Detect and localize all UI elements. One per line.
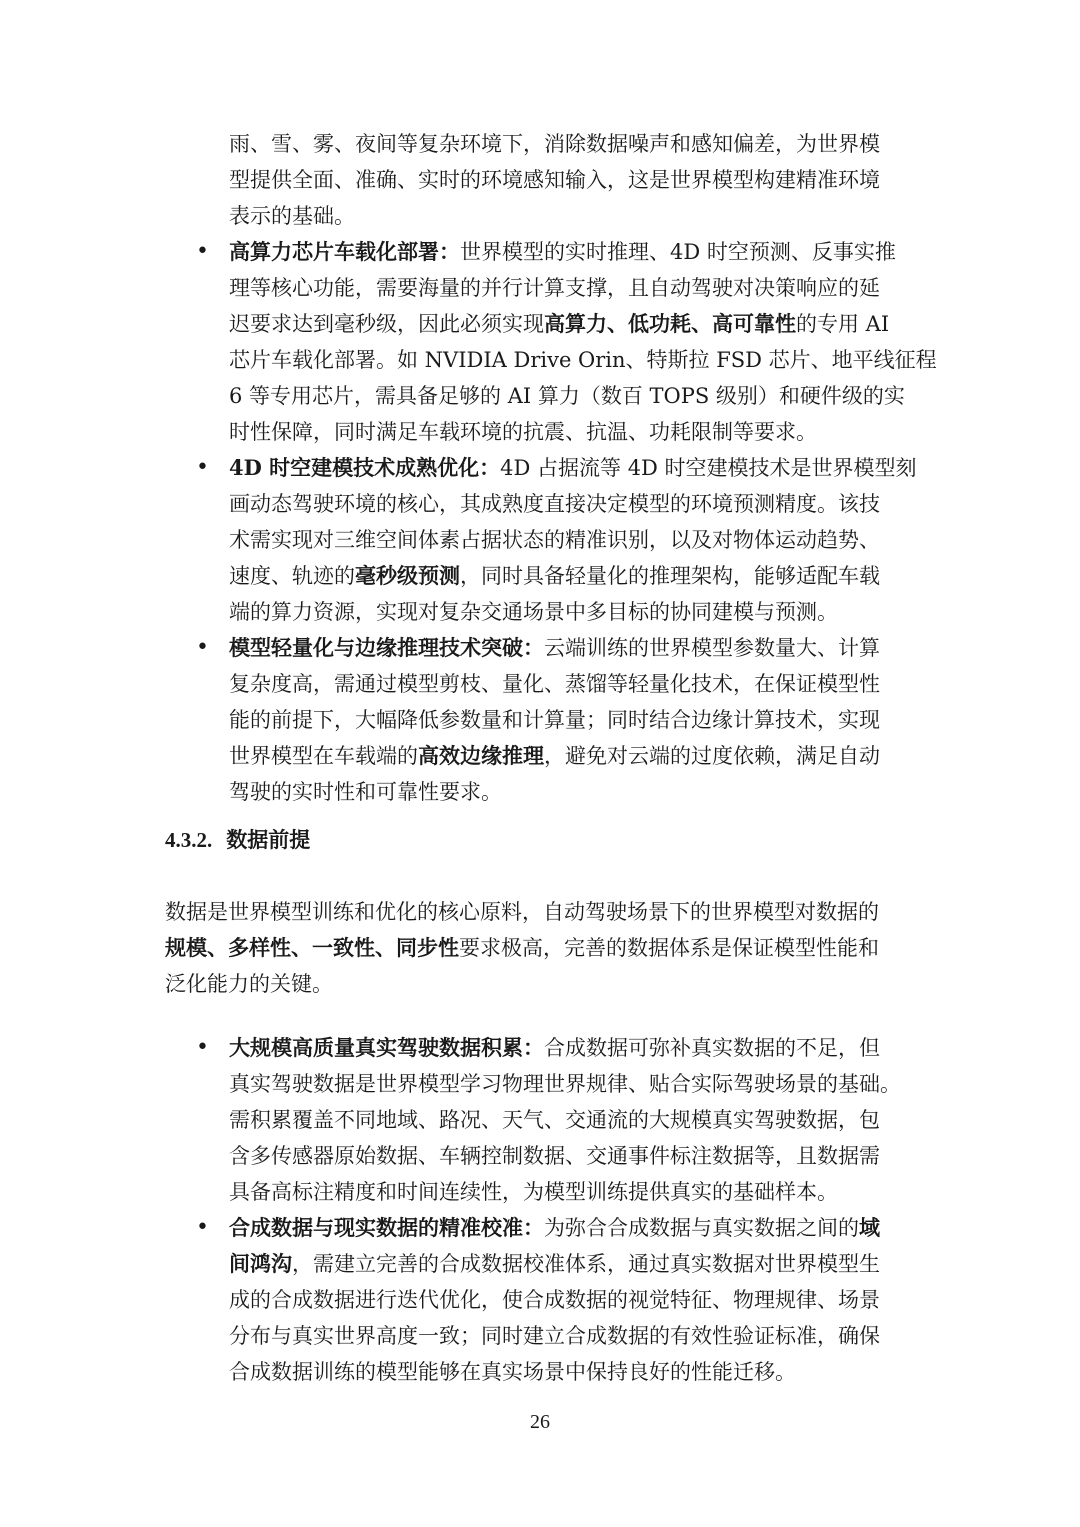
bullet-item-line: 速度、轨迹的毫秒级预测，同时具备轻量化的推理架构，能够适配车载: [229, 563, 880, 588]
bullet-marker: •: [196, 1035, 209, 1060]
paragraph-line: 型提供全面、准确、实时的环境感知输入，这是世界模型构建精准环境: [229, 168, 880, 192]
bullet-item-line: 需积累覆盖不同地域、路况、天气、交通流的大规模真实驾驶数据，包: [229, 1108, 880, 1132]
paragraph-line: 泛化能力的关键。: [165, 972, 333, 996]
bullet-item-line: 成的合成数据进行迭代优化，使合成数据的视觉特征、物理规律、场景: [229, 1288, 880, 1312]
bullet-lead: 大规模高质量真实驾驶数据积累：: [229, 1035, 544, 1060]
bullet-item-line: 芯片车载化部署。如 NVIDIA Drive Orin、特斯拉 FSD 芯片、地平线征程: [229, 348, 937, 372]
page-number: 26: [530, 1411, 550, 1433]
paragraph-line: 规模、多样性、一致性、同步性要求极高，完善的数据体系是保证模型性能和: [165, 935, 879, 960]
bullet-item-line: 世界模型在车载端的高效边缘推理，避免对云端的过度依赖，满足自动: [229, 743, 880, 768]
bullet-item-line: 迟要求达到毫秒级，因此必须实现高算力、低功耗、高可靠性的专用 AI: [229, 311, 890, 336]
bullet-item-line: 能的前提下，大幅降低参数量和计算量；同时结合边缘计算技术，实现: [229, 708, 880, 732]
paragraph-line: 表示的基础。: [229, 204, 355, 228]
bullet-item-line: 复杂度高，需通过模型剪枝、量化、蒸馏等轻量化技术，在保证模型性: [229, 672, 880, 696]
bullet-item-line: 具备高标注精度和时间连续性，为模型训练提供真实的基础样本。: [229, 1180, 838, 1204]
bullet-lead: 4D 时空建模技术成熟优化：: [229, 455, 501, 480]
bullet-lead: 合成数据与现实数据的精准校准：: [229, 1215, 544, 1240]
bullet-item-line: 模型轻量化与边缘推理技术突破：云端训练的世界模型参数量大、计算: [229, 635, 880, 660]
bullet-marker: •: [196, 239, 209, 264]
section-number: 4.3.2.: [165, 828, 213, 852]
emphasis-text: 高效边缘推理: [418, 743, 544, 768]
emphasis-text: 域: [859, 1215, 880, 1240]
bullet-item-line: 端的算力资源，实现对复杂交通场景中多目标的协同建模与预测。: [229, 600, 838, 624]
bullet-item-line: 术需实现对三维空间体素占据状态的精准识别，以及对物体运动趋势、: [229, 528, 880, 552]
bullet-item-line: 间鸿沟，需建立完善的合成数据校准体系，通过真实数据对世界模型生: [229, 1251, 880, 1276]
bullet-marker: •: [196, 1215, 209, 1240]
bullet-marker: •: [196, 635, 209, 660]
emphasis-text: 高算力、低功耗、高可靠性: [544, 311, 796, 336]
section-heading: [165, 822, 310, 858]
bullet-item-line: 高算力芯片车载化部署：世界模型的实时推理、4D 时空预测、反事实推: [229, 239, 896, 264]
emphasis-text: 毫秒级预测: [355, 563, 460, 588]
paragraph-line: 数据是世界模型训练和优化的核心原料，自动驾驶场景下的世界模型对数据的: [165, 900, 879, 924]
bullet-item-line: 理等核心功能，需要海量的并行计算支撑，且自动驾驶对决策响应的延: [229, 276, 880, 300]
bullet-item-line: 4D 时空建模技术成熟优化：4D 占据流等 4D 时空建模技术是世界模型刻: [229, 455, 917, 480]
bullet-item-line: 时性保障，同时满足车载环境的抗震、抗温、功耗限制等要求。: [229, 420, 817, 444]
section-title: 数据前提: [226, 827, 311, 852]
bullet-item-line: 分布与真实世界高度一致；同时建立合成数据的有效性验证标准，确保: [229, 1324, 880, 1348]
bullet-item-line: 大规模高质量真实驾驶数据积累：合成数据可弥补真实数据的不足，但: [229, 1035, 880, 1060]
emphasis-text: 间鸿沟: [229, 1251, 292, 1276]
bullet-item-line: 画动态驾驶环境的核心，其成熟度直接决定模型的环境预测精度。该技: [229, 492, 880, 516]
bullet-item-line: 6 等专用芯片，需具备足够的 AI 算力（数百 TOPS 级别）和硬件级的实: [229, 384, 905, 408]
bullet-item-line: 合成数据与现实数据的精准校准：为弥合合成数据与真实数据之间的域: [229, 1215, 880, 1240]
emphasis-text: 规模、多样性、一致性、同步性: [165, 935, 459, 960]
paragraph-line: 雨、雪、雾、夜间等复杂环境下，消除数据噪声和感知偏差，为世界模: [229, 132, 880, 156]
bullet-item-line: 真实驾驶数据是世界模型学习物理世界规律、贴合实际驾驶场景的基础。: [229, 1072, 901, 1096]
bullet-lead: 高算力芯片车载化部署：: [229, 239, 460, 264]
bullet-marker: •: [196, 455, 209, 480]
bullet-item-line: 含多传感器原始数据、车辆控制数据、交通事件标注数据等，且数据需: [229, 1144, 880, 1168]
bullet-item-line: 驾驶的实时性和可靠性要求。: [229, 780, 502, 804]
bullet-lead: 模型轻量化与边缘推理技术突破：: [229, 635, 544, 660]
bullet-item-line: 合成数据训练的模型能够在真实场景中保持良好的性能迁移。: [229, 1360, 796, 1384]
